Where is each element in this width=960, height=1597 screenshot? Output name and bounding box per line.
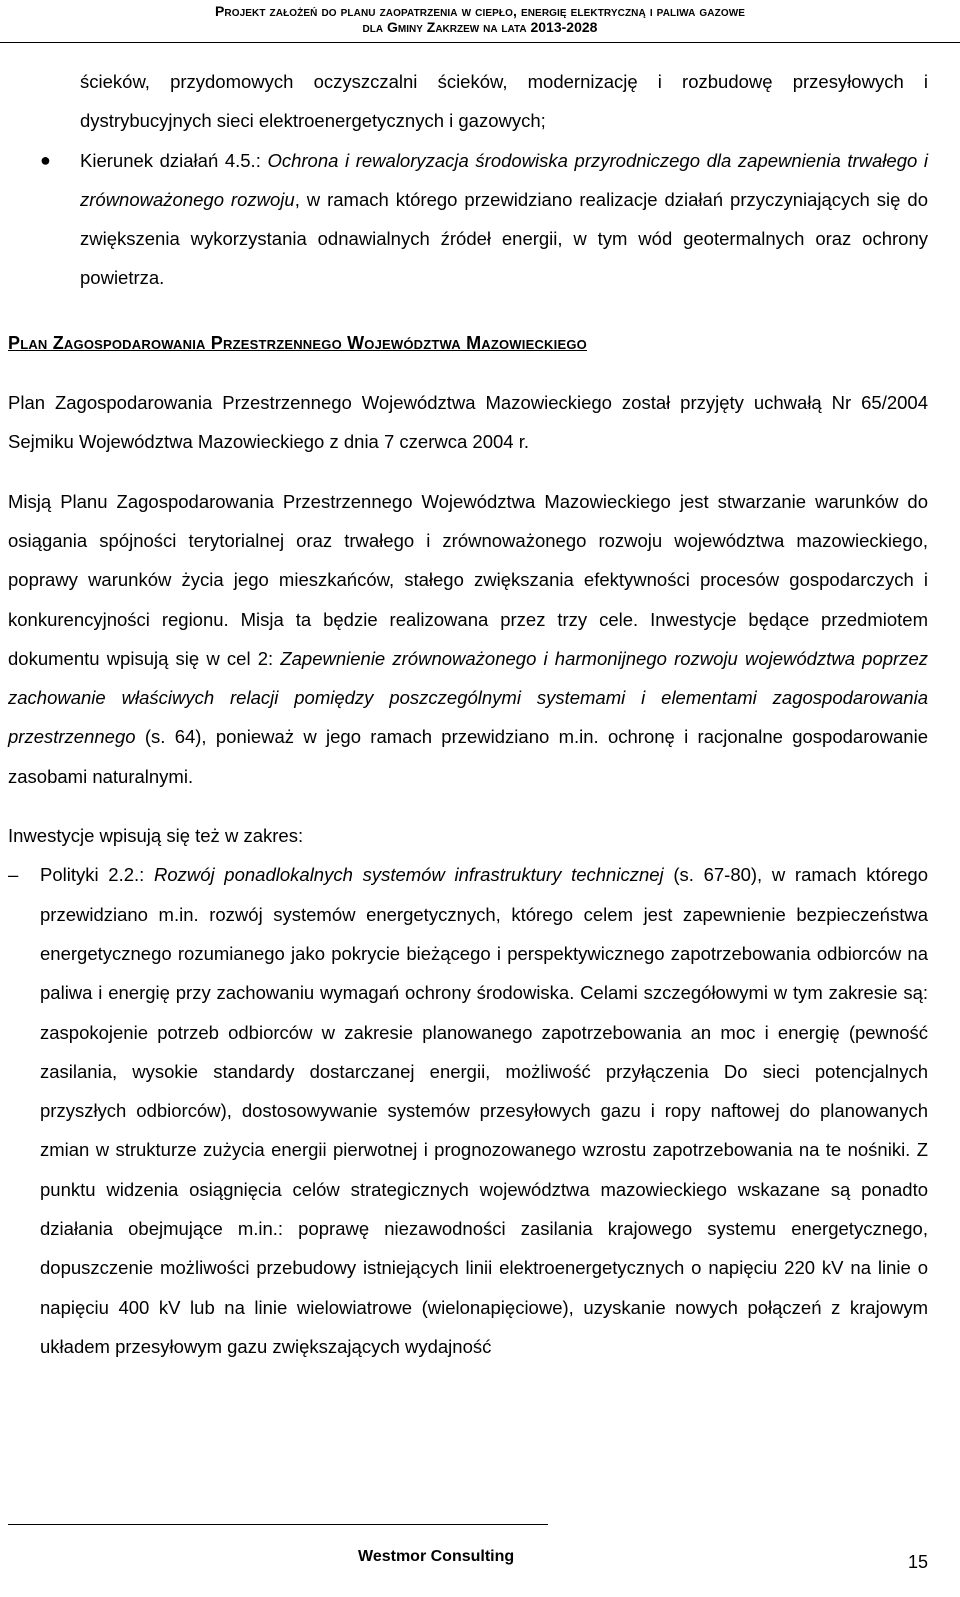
page-header (0, 0, 960, 43)
paragraph-plan-adoption: Plan Zagospodarowania Przestrzennego Województwa Mazowieckiego został przyjęty uchwałą Nr 65/2004 Sejmiku Województwa Mazowieckiego z dnia 7 czerwca 2004 r. (8, 392, 928, 453)
page-footer (0, 1548, 960, 1588)
paragraph-continuation: ścieków, przydomowych oczyszczalni ścieków, modernizację i rozbudowę przesyłowych i dystrybucyjnych sieci elektroenergetycznych i gazowych; (80, 71, 928, 132)
bullet-italic-title: Ochrona i rewaloryzacja środowiska przyrodniczego dla zapewnienia trwałego i zrównoważonego rozwoju (80, 149, 928, 210)
dash-icon: – (8, 864, 19, 886)
mission-goal-italic: Zapewnienie zrównoważonego i harmonijnego rozwoju województwa poprzez zachowanie właściwych relacji pomiędzy poszczególnymi systemami i elementami zagospodarowania przestrzennego (8, 647, 928, 748)
mission-text-end: (s. 64), ponieważ w jego ramach przewidziano m.in. ochronę i racjonalne gospodarowanie zasobami naturalnymi. (8, 726, 928, 787)
document-body (8, 62, 928, 1366)
list-item-text: (s. 67-80), w ramach którego przewidziano m.in. rozwój systemów energetycznych, którego celem jest zapewnienie bezpieczeństwa energetycznego rozumianego jako pokrycie bieżącego i perspektywicznego zapotrzebowania odbiorców na paliwa i energię przy zachowaniu wymagań ochrony środowiska. Celami szczegółowymi w tym zakresie są: zaspokojenie potrzeb odbiorców w zakresie planowanego zapotrzebowania an moc i energię (pewność zasilania, wysokie standardy dostarczanej energii, możliwość przyłączenia Do sieci potencjalnych przyszłych odbiorców), dostosowywanie systemów przesyłowych gazu i ropy naftowej do planowanych zmian w strukturze zużycia energii pierwotnej i prognozowanego wzrostu zapotrzebowania na te nośniki. Z punktu widzenia osiągnięcia celów strategicznych województwa mazowieckiego wskazane są ponadto działania obejmujące m.in.: poprawę niezawodności zasilania krajowego systemu energetycznego, dopuszczenie możliwości przebudowy istniejących linii elektroenergetycznych o napięciu 220 kV na linie o napięciu 400 kV lub na linie wielowiatrowe (wielonapięciowe), uzyskanie nowych połączeń z krajowym układem przesyłowym gazu zwiększających wydajność (40, 864, 928, 1357)
paragraph-scope-intro: Inwestycje wpisują się też w zakres: (8, 825, 304, 847)
list-item-prefix: Polityki 2.2.: (40, 864, 154, 886)
list-item (8, 855, 928, 1366)
section-heading: Plan Zagospodarowania Przestrzennego Województwa Mazowieckiego (8, 332, 587, 353)
list-item-italic-title: Rozwój ponadlokalnych systemów infrastruktury technicznej (153, 864, 664, 886)
footer-divider (8, 1524, 548, 1525)
mission-text-start: Misją Planu Zagospodarowania Przestrzennego Województwa Mazowieckiego jest stwarzanie warunków do osiągania spójności terytorialnej oraz trwałego i zrównoważonego rozwoju województwa mazowieckiego, poprawy warunków życia jego mieszkańców, stałego zwiększania efektywności procesów gospodarczych i konkurencyjności regionu. Misja ta będzie realizowana przez trzy cele. Inwestycje będące przedmiotem dokumentu wpisują się w cel 2: (8, 490, 928, 669)
header-title-line1: Projekt założeń do planu zaopatrzenia w ciepło, energię elektryczną i paliwa gazowe (214, 3, 746, 19)
header-title-line2: dla Gminy Zakrzew na lata 2013-2028 (362, 19, 598, 35)
bullet-prefix: Kierunek działań 4.5.: (80, 149, 268, 171)
bullet-item (8, 141, 928, 298)
paragraph-plan-mission (8, 482, 928, 796)
page-number: 15 (907, 1552, 928, 1572)
bullet-icon: ● (40, 149, 51, 170)
footer-company: Westmor Consulting (358, 1548, 515, 1565)
bullet-text: , w ramach którego przewidziano realizacje działań przyczyniających się do zwiększenia wykorzystania odnawialnych źródeł energii, w tym wód geotermalnych oraz ochrony powietrza. (80, 188, 928, 289)
